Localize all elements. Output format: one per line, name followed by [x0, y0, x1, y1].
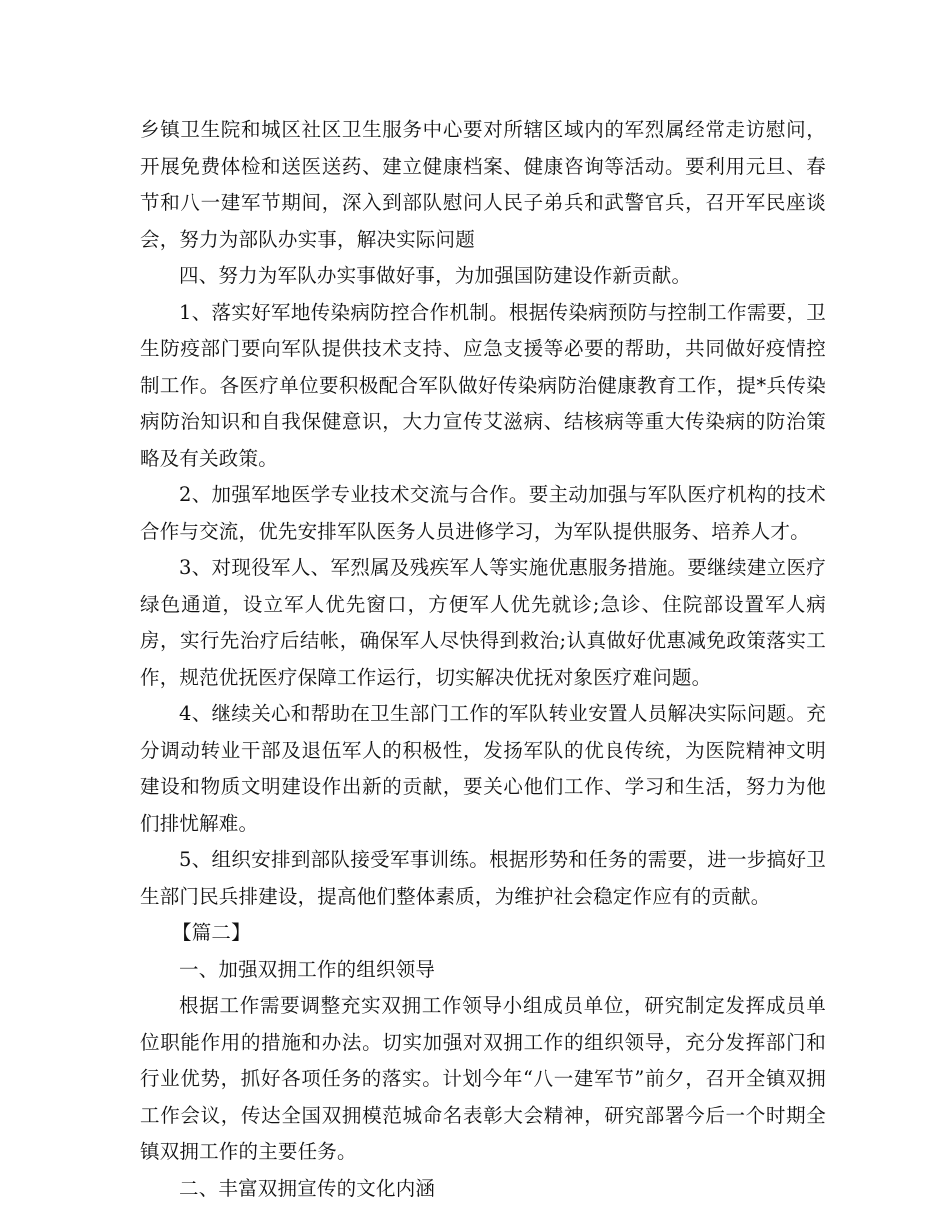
paragraph-item-3: 3、对现役军人、军烈属及残疾军人等实施优惠服务措施。要继续建立医疗绿色通道，设立军人优先窗口，方便军人优先就诊;急诊、住院部设置军人病房，实行先治疗后结帐，确保军人尽快得到救治;认真做好优惠减免政策落实工作，规范优抚医疗保障工作运行，切实解决优抚对象医疗难问题。	[140, 556, 826, 689]
paragraph-organization: 根据工作需要调整充实双拥工作领导小组成员单位，研究制定发挥成员单位职能作用的措施和办法。切实加强对双拥工作的组织领导，充分发挥部门和行业优势，抓好各项任务的落实。计划今年“八一建军节”前夕，召开全镇双拥工作会议，传达全国双拥模范城命名表彰大会精神，研究部署今后一个时期全镇双拥工作的主要任务。	[140, 994, 826, 1163]
paragraph-continuation: 乡镇卫生院和城区社区卫生服务中心要对所辖区域内的军烈属经常走访慰问，开展免费体检和送医送药、建立健康档案、健康咨询等活动。要利用元旦、春节和八一建军节期间，深入到部队慰问人民子弟兵和武警官兵，召开军民座谈会，努力为部队办实事，解决实际问题	[140, 118, 826, 251]
paragraph-item-2: 2、加强军地医学专业技术交流与合作。要主动加强与军队医疗机构的技术合作与交流，优先安排军队医务人员进修学习，为军队提供服务、培养人才。	[140, 483, 826, 543]
section-heading-two: 二、丰富双拥宣传的文化内涵	[179, 1176, 436, 1200]
part-two-marker: 【篇二】	[172, 921, 251, 944]
document-body	[140, 112, 826, 1207]
paragraph-item-5: 5、组织安排到部队接受军事训练。根据形势和任务的需要，进一步搞好卫生部门民兵排建设，提高他们整体素质，为维护社会稳定作应有的贡献。	[140, 848, 826, 908]
section-heading-four: 四、努力为军队办实事做好事，为加强国防建设作新贡献。	[179, 264, 692, 287]
section-heading-one: 一、加强双拥工作的组织领导	[179, 957, 436, 981]
paragraph-item-1: 1、落实好军地传染病防控合作机制。根据传染病预防与控制工作需要，卫生防疫部门要向军队提供技术支持、应急支援等必要的帮助，共同做好疫情控制工作。各医疗单位要积极配合军队做好传染病防治健康教育工作，提*兵传染病防治知识和自我保健意识，大力宣传艾滋病、结核病等重大传染病的防治策略及有关政策。	[140, 300, 826, 470]
paragraph-item-4: 4、继续关心和帮助在卫生部门工作的军队转业安置人员解决实际问题。充分调动转业干部及退伍军人的积极性，发扬军队的优良传统，为医院精神文明建设和物质文明建设作出新的贡献，要关心他们工作、学习和生活，努力为他们排忧解难。	[140, 702, 826, 835]
